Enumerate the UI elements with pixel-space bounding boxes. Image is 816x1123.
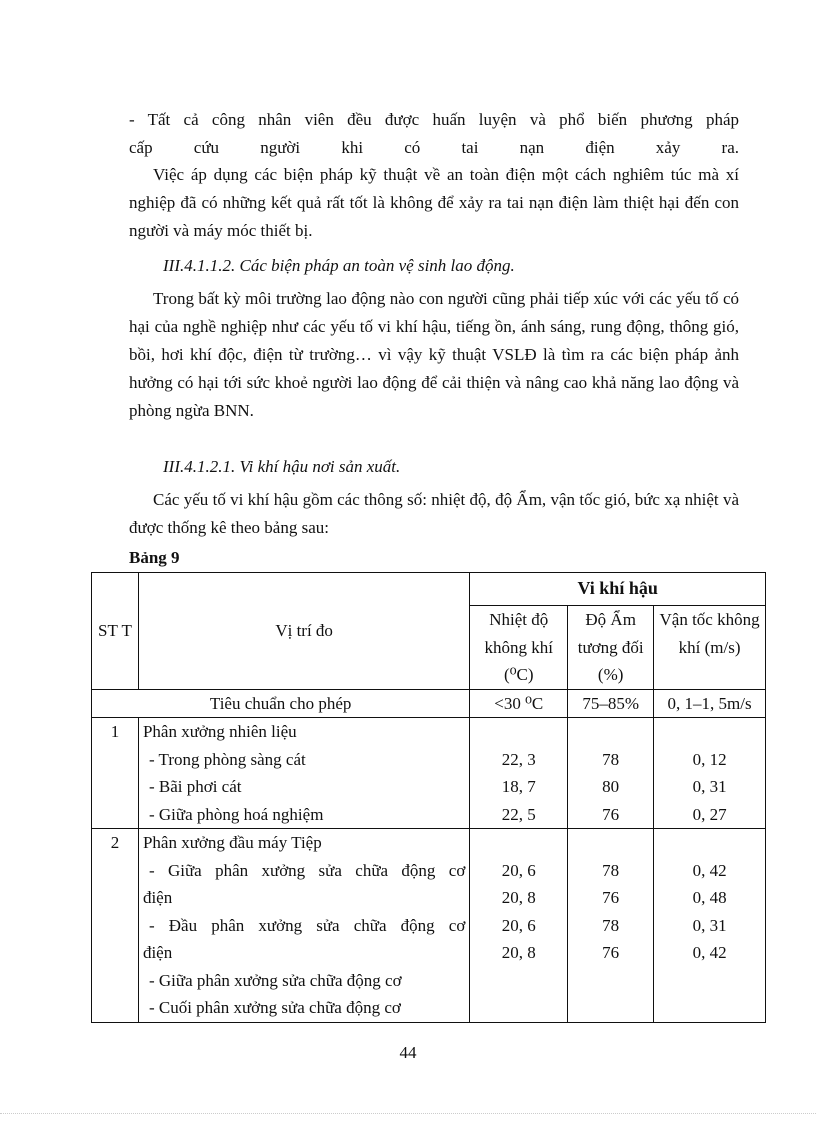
temp-value: 20, 8 — [501, 888, 536, 907]
table-caption: Bảng 9 — [129, 548, 180, 567]
header-wind: Vận tốc không khí (m/s) — [654, 606, 766, 690]
header-stt: ST T — [92, 573, 139, 690]
humidity-value: 78 — [602, 860, 620, 880]
humidity-value: 76 — [602, 888, 620, 907]
row-location — [138, 829, 469, 1023]
humidity-value: 78 — [602, 749, 620, 769]
row-wind — [654, 718, 766, 829]
wind-value: 0, 48 — [692, 888, 727, 907]
wind-value: 0, 27 — [692, 804, 727, 824]
temp-value: 22, 3 — [501, 749, 536, 769]
table-header-row — [92, 573, 766, 606]
wind-value: 0, 31 — [692, 915, 727, 935]
row-wind — [654, 829, 766, 1023]
location-item: điện — [142, 943, 173, 962]
page-bottom-divider — [0, 1113, 816, 1114]
wind-value: 0, 42 — [692, 943, 727, 962]
intro-paragraph: Việc áp dụng các biện pháp kỹ thuật về an toàn điện một cách nghiêm túc mà xí nghiệp đã có những kết quả rất tốt là không để xảy ra tai nạn điện làm thiệt hại đến con người và máy móc thiết bị. — [129, 165, 739, 240]
standard-humidity: 75–85% — [568, 689, 654, 718]
bullet-line-2: cấp cứu người khi có tai nạn điện xảy ra. — [129, 138, 739, 157]
section-heading-1: III.4.1.1.2. Các biện pháp an toàn vệ sinh lao động. — [163, 256, 515, 275]
wind-value: 0, 12 — [692, 749, 727, 769]
standard-temp: <30 ⁰C — [470, 689, 568, 718]
row-stt: 2 — [92, 829, 139, 1023]
temp-value: 22, 5 — [501, 804, 536, 824]
humidity-value: 76 — [602, 804, 620, 824]
section-paragraph-2: Các yếu tố vi khí hậu gồm các thông số: nhiệt độ, độ Ẩm, vận tốc gió, bức xạ nhiệt và được thống kê theo bảng sau: — [129, 490, 739, 537]
location-item: - Bãi phơi cát — [148, 777, 242, 796]
humidity-value: 76 — [602, 943, 620, 962]
section-paragraph-1: Trong bất kỳ môi trường lao động nào con người cũng phải tiếp xúc với các yếu tố có hại của nghề nghiệp như các yếu tố vi khí hậu, tiếng ồn, ánh sáng, rung động, thông gió, bồi, hơi khí độc, điện từ trường… vì vậy kỹ thuật VSLĐ là tìm ra các biện pháp ảnh hưởng có hại tới sức khoẻ người lao động để cải thiện và nâng cao khả năng lao động và phòng ngừa BNN. — [129, 289, 739, 420]
row-temp — [470, 829, 568, 1023]
header-group: Vi khí hậu — [470, 573, 766, 606]
table-row — [92, 829, 766, 1023]
wind-value: 0, 42 — [692, 860, 727, 880]
table-row — [92, 718, 766, 829]
humidity-value: 78 — [602, 915, 620, 935]
location-item: - Cuối phân xưởng sửa chữa động cơ — [148, 998, 401, 1017]
location-item: - Giữa phân xưởng sửa chữa động cơ — [148, 970, 402, 990]
row-humidity — [568, 829, 654, 1023]
header-humidity: Độ Ẩm tương đối (%) — [568, 606, 654, 690]
row-humidity — [568, 718, 654, 829]
bullet-line-1: - Tất cả công nhân viên đều được huấn luyện và phổ biến phương pháp — [129, 110, 739, 129]
temp-value: 20, 8 — [501, 943, 536, 962]
header-temp: Nhiệt độ không khí (⁰C) — [470, 606, 568, 690]
group-name: Phân xưởng đầu máy Tiệp — [142, 833, 322, 852]
standard-row — [92, 689, 766, 718]
standard-label: Tiêu chuẩn cho phép — [92, 689, 470, 718]
group-name: Phân xưởng nhiên liệu — [142, 722, 297, 741]
row-location — [138, 718, 469, 829]
temp-value: 20, 6 — [501, 860, 536, 880]
location-item: điện — [142, 888, 173, 907]
standard-wind: 0, 1–1, 5m/s — [654, 689, 766, 718]
header-location: Vị trí đo — [138, 573, 469, 690]
location-item: - Trong phòng sàng cát — [148, 749, 306, 769]
location-item: - Giữa phân xưởng sửa chữa động cơ — [148, 860, 466, 880]
location-item: - Giữa phòng hoá nghiệm — [148, 804, 324, 824]
humidity-value: 80 — [602, 777, 620, 796]
location-item: - Đầu phân xưởng sửa chữa động cơ — [148, 915, 466, 935]
row-stt: 1 — [92, 718, 139, 829]
section-heading-2: III.4.1.2.1. Vi khí hậu nơi sản xuất. — [163, 457, 401, 476]
microclimate-table — [91, 572, 766, 1023]
page-number: 44 — [399, 1043, 417, 1062]
temp-value: 20, 6 — [501, 915, 536, 935]
wind-value: 0, 31 — [692, 777, 727, 796]
temp-value: 18, 7 — [501, 777, 536, 796]
row-temp — [470, 718, 568, 829]
